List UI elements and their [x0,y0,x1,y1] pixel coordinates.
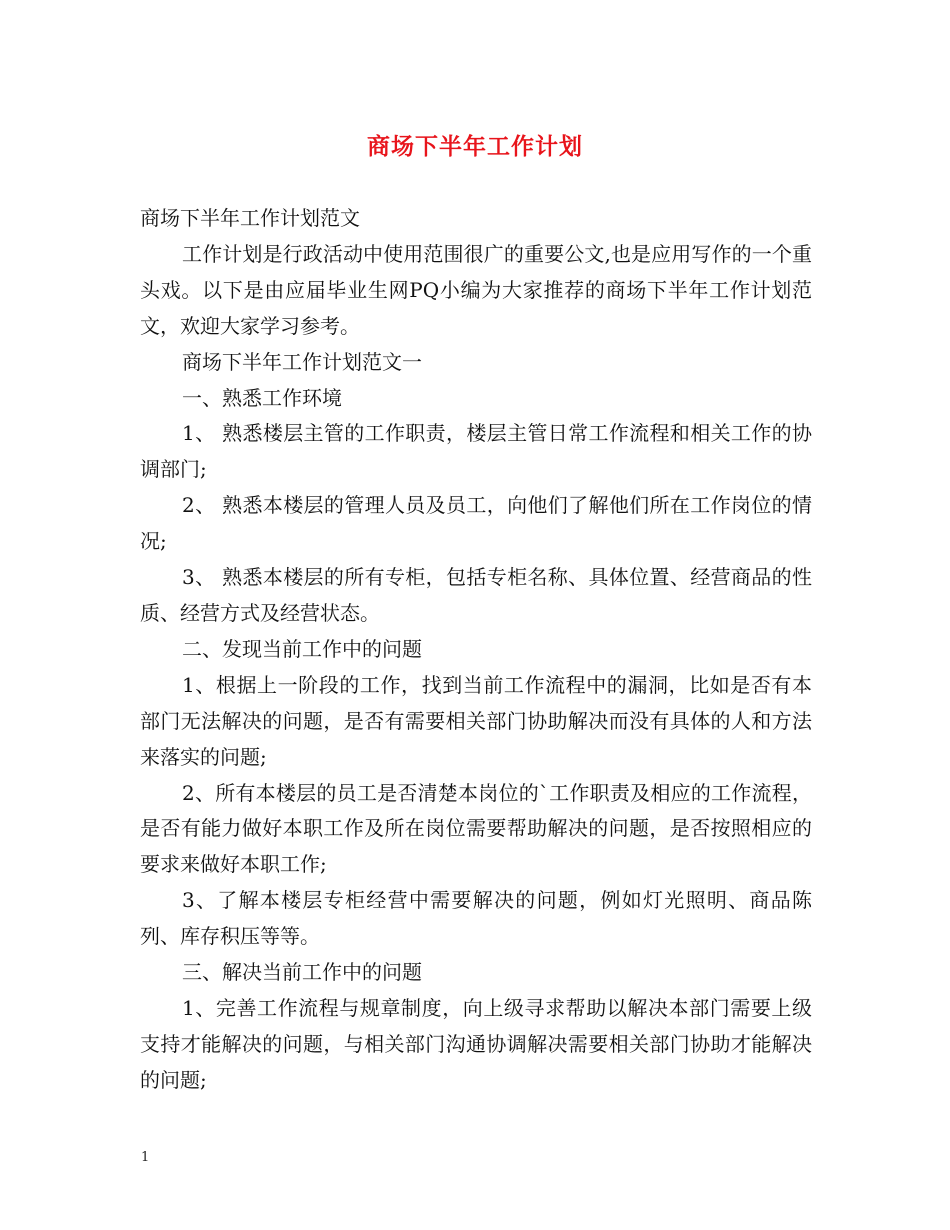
section-heading: 二、发现当前工作中的问题 [182,636,422,661]
paragraph: 商场下半年工作计划范文一 [182,349,422,374]
paragraph: 1、根据上一阶段的工作，找到当前工作流程中的漏洞，比如是否有本部门无法解决的问题，是否有需要相关部门协助解决而没有具体的人和方法来落实的问题; [140,672,812,769]
section-heading: 一、熟悉工作环境 [182,385,342,410]
section-heading: 三、解决当前工作中的问题 [182,960,422,985]
paragraph: 2、所有本楼层的员工是否清楚本岗位的`工作职责及相应的工作流程，是否有能力做好本职工作及所在岗位需要帮助解决的问题，是否按照相应的要求来做好本职工作; [140,780,812,877]
paragraph: 2、 熟悉本楼层的管理人员及员工，向他们了解他们所在工作岗位的情况; [140,493,812,554]
paragraph: 商场下半年工作计划范文 [140,206,360,230]
page-number: 1 [141,1150,150,1165]
document-body [140,201,812,1099]
document-title: 商场下半年工作计划 [367,134,583,160]
paragraph: 1、 熟悉楼层主管的工作职责，楼层主管日常工作流程和相关工作的协调部门; [140,421,812,482]
paragraph: 工作计划是行政活动中使用范围很广的重要公文,也是应用写作的一个重头戏。以下是由应届毕业生网PQ小编为大家推荐的商场下半年工作计划范文，欢迎大家学习参考。 [140,241,812,338]
paragraph: 3、 熟悉本楼层的所有专柜，包括专柜名称、具体位置、经营商品的性质、经营方式及经营状态。 [140,565,812,625]
paragraph: 3、了解本楼层专柜经营中需要解决的问题，例如灯光照明、商品陈列、库存积压等等。 [140,888,812,949]
paragraph: 1、完善工作流程与规章制度，向上级寻求帮助以解决本部门需要上级支持才能解决的问题，与相关部门沟通协调解决需要相关部门协助才能解决的问题; [140,995,812,1092]
